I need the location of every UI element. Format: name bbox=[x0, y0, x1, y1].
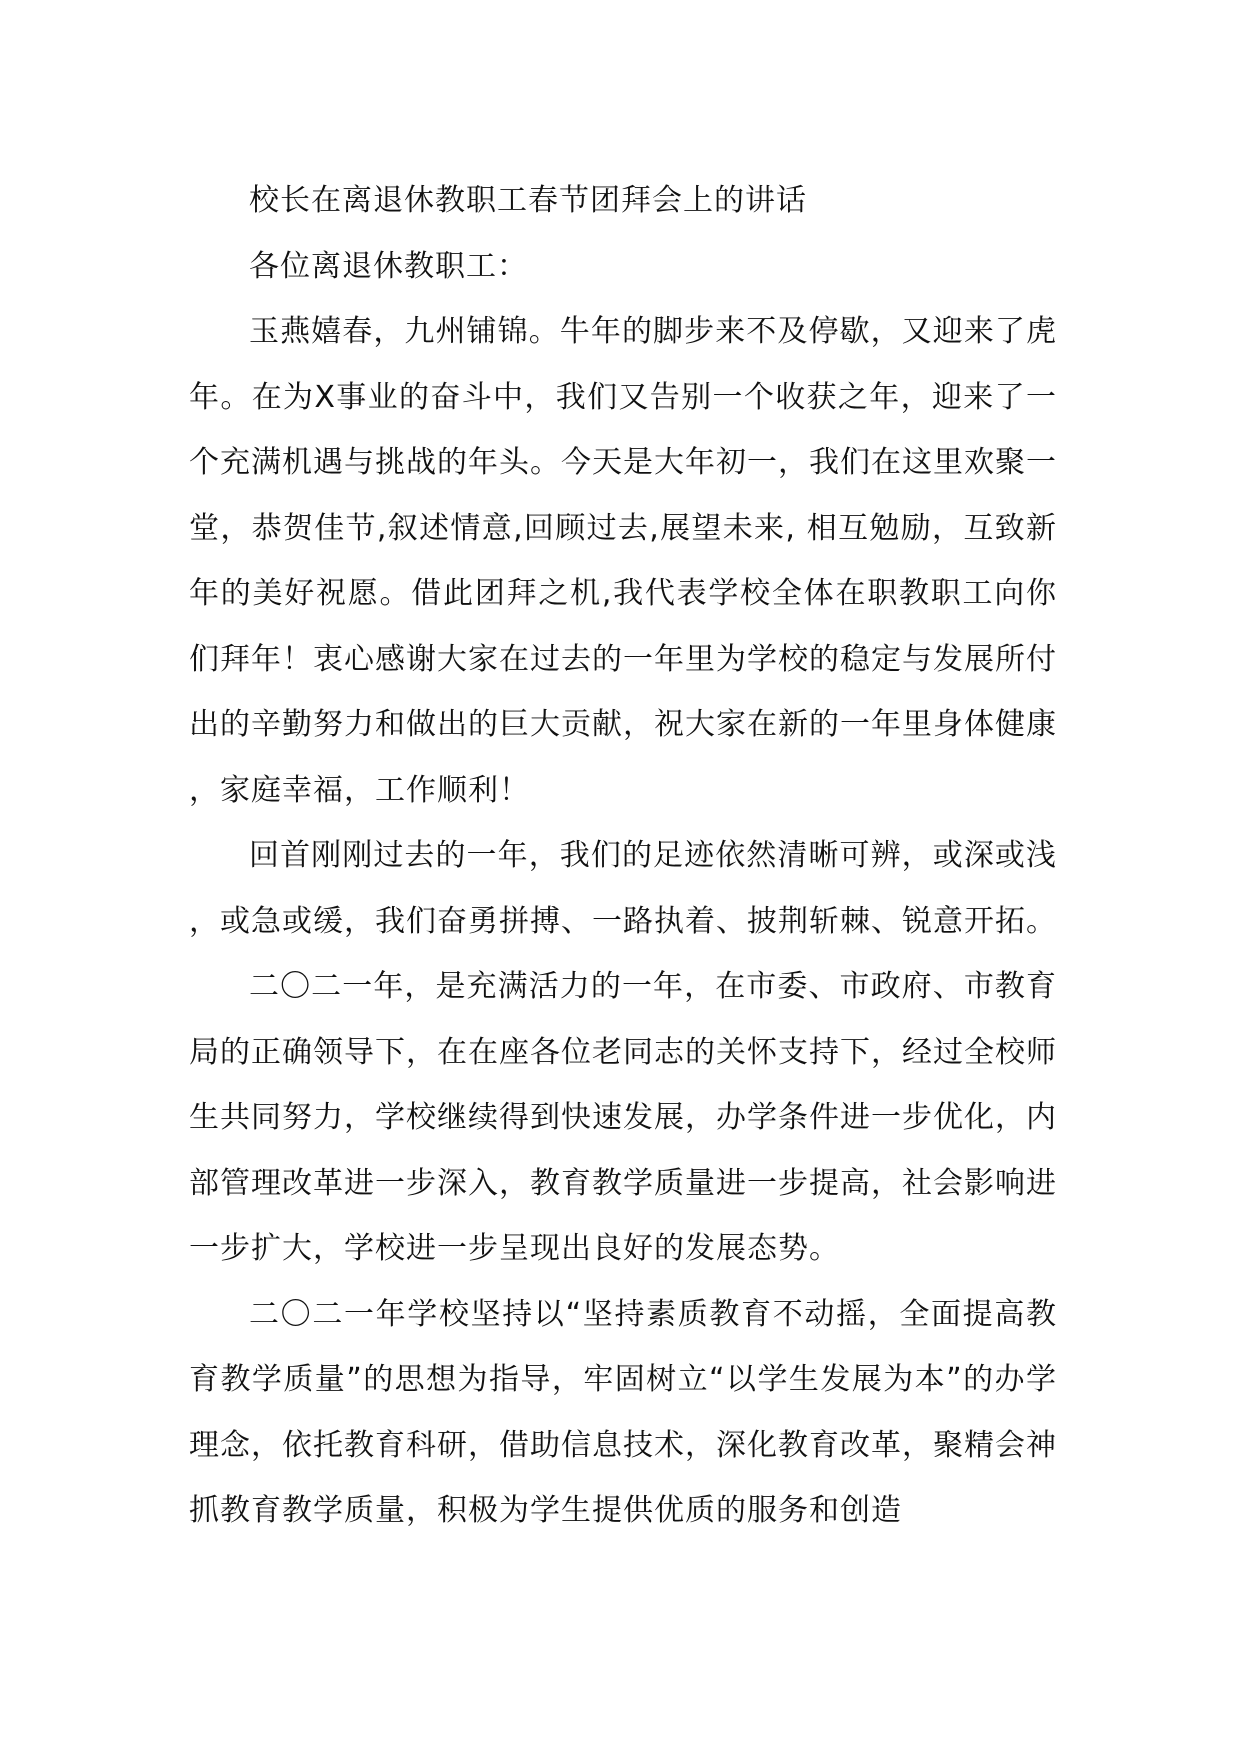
document-body bbox=[189, 168, 1057, 1544]
document-title: 校长在离退休教职工春节团拜会上的讲话 bbox=[249, 183, 807, 218]
paragraph: 玉燕嬉春，九州铺锦。牛年的脚步来不及停歇，又迎来了虎年。在为X事业的奋斗中，我们又告别一个收获之年，迎来了一个充满机遇与挑战的年头。今天是大年初一，我们在这里欢聚一堂，恭贺佳节,叙述情意,回顾过去,展望未来, 相互勉励，互致新年的美好祝愿。借此团拜之机,我代表学校全体在职教职工向你们拜年！衷心感谢大家在过去的一年里为学校的稳定与发展所付出的辛勤努力和做出的巨大贡献，祝大家在新的一年里身体健康，家庭幸福，工作顺利！ bbox=[189, 314, 1057, 808]
paragraph: 二〇二一年，是充满活力的一年，在市委、市政府、市教育局的正确领导下，在在座各位老同志的关怀支持下，经过全校师生共同努力，学校继续得到快速发展，办学条件进一步优化，内部管理改革进一步深入，教育教学质量进一步提高，社会影响进一步扩大，学校进一步呈现出良好的发展态势。 bbox=[189, 969, 1057, 1266]
salutation: 各位离退休教职工： bbox=[249, 248, 528, 284]
paragraph: 二〇二一年学校坚持以“坚持素质教育不动摇，全面提高教育教学质量”的思想为指导，牢固树立“以学生发展为本”的办学理念，依托教育科研，借助信息技术，深化教育改革，聚精会神抓教育教学质量，积极为学生提供优质的服务和创造 bbox=[189, 1296, 1057, 1528]
paragraph: 回首刚刚过去的一年，我们的足迹依然清晰可辨，或深或浅，或急或缓，我们奋勇拼搏、一路执着、披荆斩棘、锐意开拓。 bbox=[189, 838, 1057, 939]
